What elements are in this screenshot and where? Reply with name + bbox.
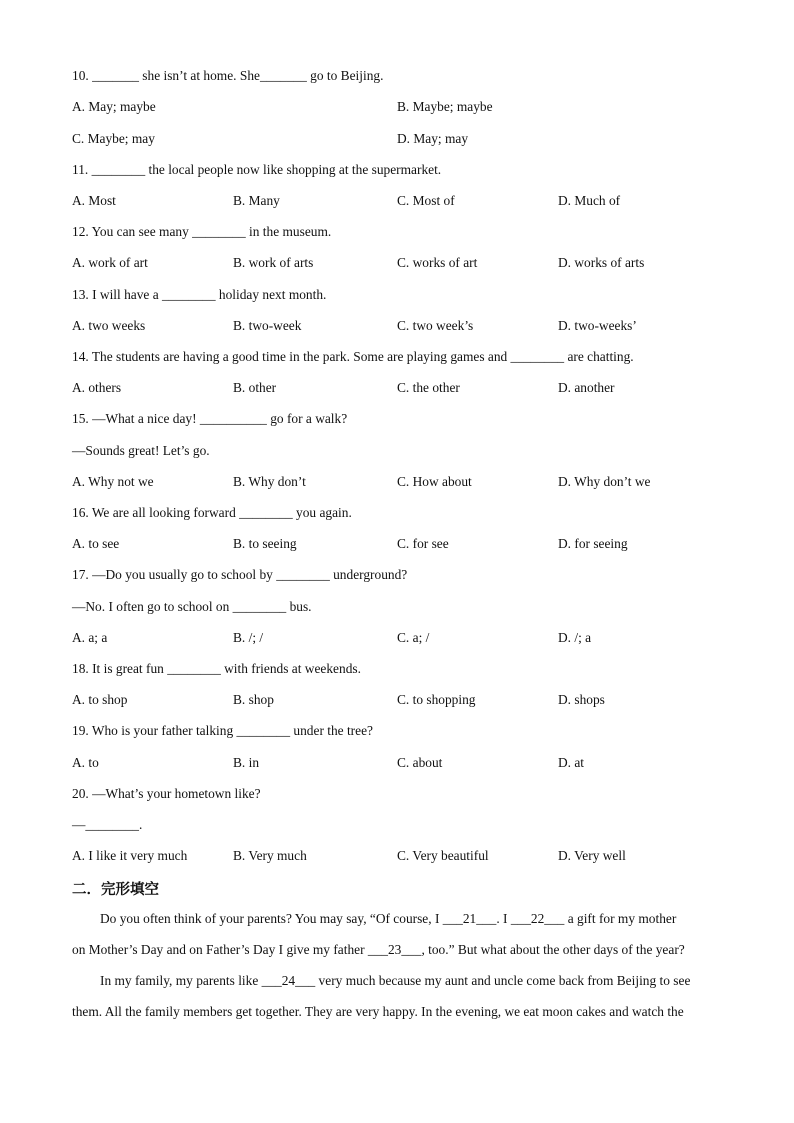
option-c: C. Very beautiful (397, 848, 489, 863)
option-a: A. Most (72, 193, 116, 208)
option-c: C. about (397, 755, 443, 770)
option-c: C. Maybe; may (72, 131, 155, 146)
question-14-stem: 14. The students are having a good time in the park. Some are playing games and ________ are chatting. (72, 349, 634, 364)
question-11-stem: 11. ________ the local people now like shopping at the supermarket. (72, 162, 442, 177)
option-b: B. in (233, 755, 260, 770)
cloze-line-4: them. All the family members get together. They are very happy. In the evening, we eat moon cakes and watch the (72, 1004, 684, 1019)
option-d: D. at (558, 755, 585, 770)
option-d: D. /; a (558, 630, 592, 645)
question-17-options (72, 630, 732, 646)
question-20-stem: 20. —What’s your hometown like? (72, 786, 261, 801)
option-a: A. a; a (72, 630, 108, 645)
question-17-response: —No. I often go to school on ________ bus. (72, 599, 312, 614)
option-a: A. work of art (72, 255, 148, 270)
option-d: D. Very well (558, 848, 626, 863)
question-10-options-2 (72, 131, 732, 147)
question-16-options (72, 536, 732, 552)
option-d: D. two-weeks’ (558, 318, 637, 333)
option-b: B. Very much (233, 848, 307, 863)
option-c: C. works of art (397, 255, 478, 270)
option-d: D. for seeing (558, 536, 628, 551)
question-13-options (72, 318, 732, 334)
question-18-options (72, 692, 732, 708)
option-c: C. a; / (397, 630, 430, 645)
question-16-stem: 16. We are all looking forward ________ you again. (72, 505, 352, 520)
question-15-stem: 15. —What a nice day! __________ go for a walk? (72, 411, 348, 426)
option-b: B. /; / (233, 630, 264, 645)
question-13-stem: 13. I will have a ________ holiday next month. (72, 287, 327, 302)
option-b: B. Maybe; maybe (397, 99, 493, 114)
question-20-options (72, 848, 732, 864)
question-11-options (72, 193, 732, 209)
question-20-response: —________. (72, 817, 143, 832)
question-19-stem: 19. Who is your father talking ________ under the tree? (72, 723, 373, 738)
option-a: A. Why not we (72, 474, 154, 489)
cloze-line-3: In my family, my parents like ___24___ very much because my aunt and uncle come back from Beijing to see (100, 973, 691, 988)
question-14-options (72, 380, 732, 396)
question-18-stem: 18. It is great fun ________ with friends at weekends. (72, 661, 361, 676)
option-b: B. Why don’t (233, 474, 306, 489)
cloze-line-1: Do you often think of your parents? You may say, “Of course, I ___21___. I ___22___ a gift for my mother (100, 911, 677, 926)
option-c: C. for see (397, 536, 449, 551)
option-d: D. another (558, 380, 615, 395)
option-d: D. works of arts (558, 255, 645, 270)
option-a: A. I like it very much (72, 848, 188, 863)
option-b: B. to seeing (233, 536, 297, 551)
question-10-stem: 10. _______ she isn’t at home. She_______ go to Beijing. (72, 68, 384, 83)
option-b: B. shop (233, 692, 274, 707)
question-15-response: —Sounds great! Let’s go. (72, 443, 210, 458)
option-c: C. to shopping (397, 692, 476, 707)
question-19-options (72, 755, 732, 771)
option-b: B. other (233, 380, 277, 395)
question-12-stem: 12. You can see many ________ in the museum. (72, 224, 332, 239)
option-a: A. two weeks (72, 318, 146, 333)
question-17-stem: 17. —Do you usually go to school by ________ underground? (72, 567, 408, 582)
option-a: A. to shop (72, 692, 128, 707)
option-c: C. the other (397, 380, 460, 395)
option-b: B. Many (233, 193, 280, 208)
option-c: C. Most of (397, 193, 455, 208)
option-c: C. two week’s (397, 318, 474, 333)
option-a: A. to see (72, 536, 120, 551)
option-d: D. shops (558, 692, 605, 707)
section-heading: 二．完形填空 (72, 882, 159, 898)
question-15-options (72, 474, 732, 490)
option-b: B. two-week (233, 318, 302, 333)
option-d: D. May; may (397, 131, 469, 146)
option-d: D. Why don’t we (558, 474, 651, 489)
cloze-line-2: on Mother’s Day and on Father’s Day I give my father ___23___, too.” But what about the other days of the year? (72, 942, 685, 957)
question-12-options (72, 255, 732, 271)
option-c: C. How about (397, 474, 472, 489)
option-b: B. work of arts (233, 255, 314, 270)
option-a: A. to (72, 755, 99, 770)
question-10-options (72, 99, 732, 115)
option-a: A. May; maybe (72, 99, 156, 114)
option-d: D. Much of (558, 193, 621, 208)
option-a: A. others (72, 380, 122, 395)
